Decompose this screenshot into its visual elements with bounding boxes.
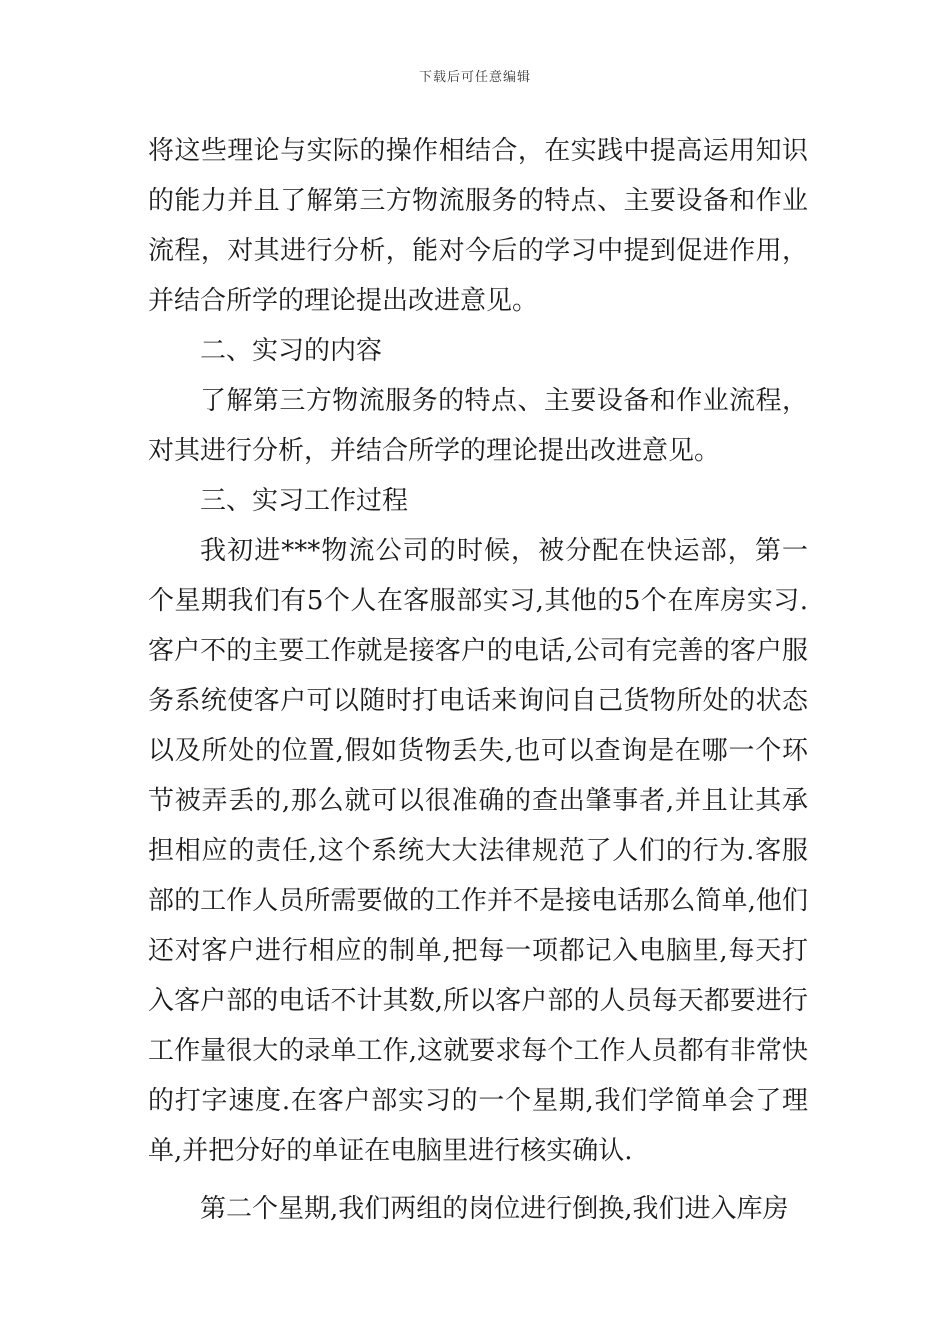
section-heading-process: 三、实习工作过程 [200, 486, 409, 516]
page-header-note: 下载后可任意编辑 [418, 70, 531, 85]
paragraph-process-week-one: 我初进***物流公司的时候，被分配在快运部，第一个星期我们有5个人在客服部实习,其他的5个在库房实习.客户不的主要工作就是接客户的电话,公司有完善的客户服务系统使客户可以随时打电话来询问自己货物所处的状态以及所处的位置,假如货物丢失,也可以查询是在哪一个环节被弄丢的,那么就可以很准确的查出肇事者,并且让其承担相应的责任,这个系统大大法律规范了人们的行为.客服部的工作人员所需要做的工作并不是接电话那么简单,他们还对客户进行相应的制单,把每一项都记入电脑里,每天打入客户部的电话不计其数,所以客户部的人员每天都要进行工作量很大的录单工作,这就要求每个工作人员都有非常快的打字速度.在客户部实习的一个星期,我们学简单会了理单,并把分好的单证在电脑里进行核实确认. [148, 536, 808, 1166]
section-heading-content: 二、实习的内容 [200, 336, 383, 366]
document-body [148, 126, 808, 1234]
paragraph-content-description: 了解第三方物流服务的特点、主要设备和作业流程，对其进行分析，并结合所学的理论提出改进意见。 [148, 386, 808, 466]
paragraph-continuation: 将这些理论与实际的操作相结合，在实践中提高运用知识的能力并且了解第三方物流服务的特点、主要设备和作业流程，对其进行分析，能对今后的学习中提到促进作用，并结合所学的理论提出改进意见。 [148, 136, 808, 316]
paragraph-process-week-two: 第二个星期,我们两组的岗位进行倒换,我们进入库房 [200, 1194, 789, 1224]
